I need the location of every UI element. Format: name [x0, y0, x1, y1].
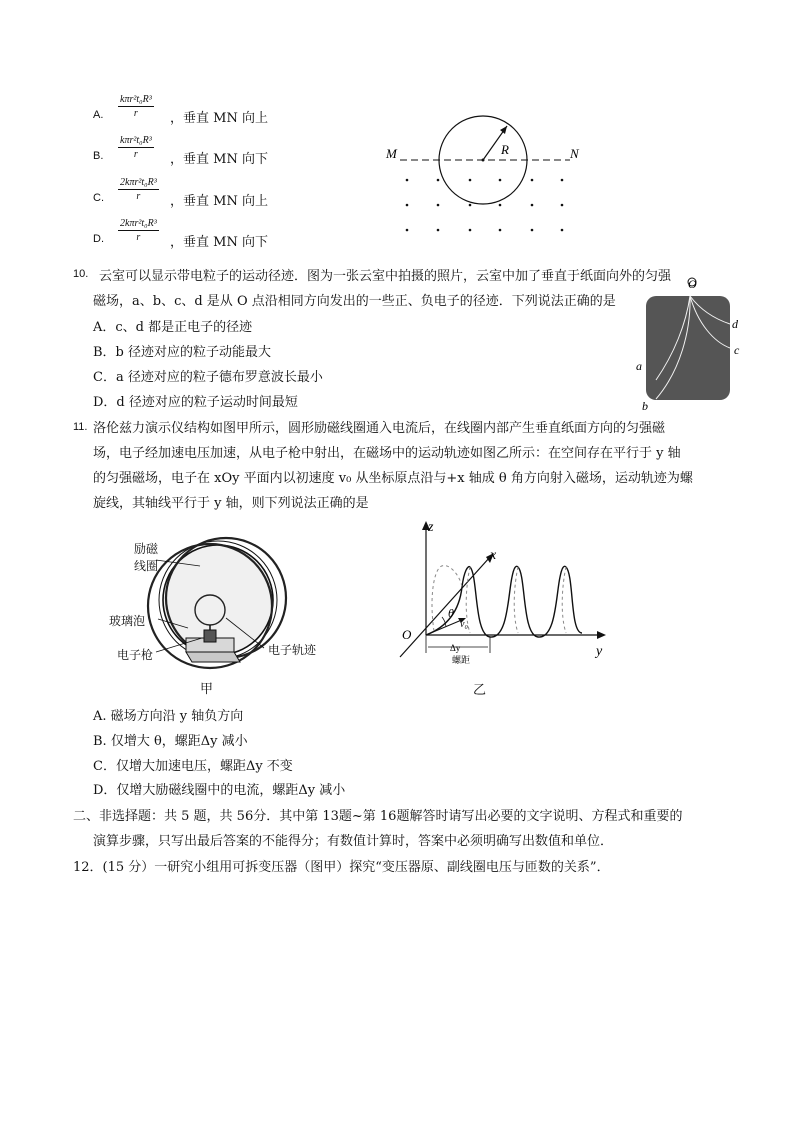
q11-option-c: C．仅增大加速电压，螺距Δy 不变: [93, 759, 293, 774]
yi-label-z: z: [428, 520, 434, 535]
q9-label-m: M: [386, 146, 397, 161]
q10-stem-line-1: 云室可以显示带电粒子的运动径迹．图为一张云室中拍摄的照片，云室中加了垂直于纸面向外的匀强: [99, 269, 672, 284]
q10-stem-line-2: 磁场，a、b、c、d 是从 O 点沿相同方向发出的一些正、负电子的径迹．下列说法正确的是: [93, 294, 616, 309]
jia-label-track: 电子轨迹: [268, 643, 317, 657]
q11-option-a: A. 磁场方向沿 y 轴负方向: [93, 709, 244, 724]
q10-cloud-chamber-figure: [632, 276, 752, 414]
q9-option-b-text: ，垂直 MN 向下: [170, 152, 268, 167]
label-o: O: [688, 277, 697, 291]
jia-label-bulb: 玻璃泡: [109, 614, 146, 628]
q11-option-d: D．仅增大励磁线圈中的电流，螺距Δy 减小: [93, 783, 346, 798]
q9-option-d-text: ，垂直 MN 向下: [170, 235, 268, 250]
cloud-chamber-photo: [646, 296, 730, 400]
base-front: [186, 652, 240, 662]
yi-label-pitch: 螺距: [452, 655, 471, 665]
q9-option-d-numerator: 2kπr²t₀R³: [120, 218, 157, 229]
q10-option-d: D．d 径迹对应的粒子运动时间最短: [93, 395, 298, 410]
q10-number: 10.: [73, 268, 89, 280]
q9-option-b-fraction: [118, 135, 154, 160]
electron-gun-body: [204, 630, 216, 642]
label-b: b: [642, 399, 648, 413]
q11-stem-line-2: 场，电子经加速电压加速，从电子枪中射出，在磁场中的运动轨迹如图乙所示：在空间存在平行于 y 轴: [93, 446, 681, 461]
jia-caption: 甲: [200, 682, 214, 697]
q9-option-c-letter: C.: [93, 192, 104, 204]
q11-stem-line-3: 的匀强磁场，电子在 xOy 平面内以初速度 v₀ 从坐标原点沿与+x 轴成 θ 角方向射入磁场，运动轨迹为螺: [93, 471, 693, 486]
q11-number: 11.: [73, 421, 88, 433]
jia-label-coil-2: 线圈: [134, 559, 159, 573]
yi-label-dy: Δy: [450, 643, 461, 653]
q9-option-b-numerator: kπr²t₀R³: [120, 135, 152, 146]
jia-label-coil-1: 励磁: [134, 542, 159, 556]
q10-option-c: C．a 径迹对应的粒子德布罗意波长最小: [93, 370, 323, 385]
label-a: a: [636, 359, 642, 373]
x-axis: [400, 557, 490, 657]
yi-caption: 乙: [473, 683, 487, 698]
q9-option-d-fraction: [118, 218, 159, 243]
label-d: d: [732, 317, 738, 331]
q9-option-c-denominator: r: [136, 191, 141, 202]
yi-label-v0: v₀: [460, 619, 468, 630]
y-axis-arrowhead: [597, 631, 606, 639]
label-c: c: [734, 343, 740, 357]
q9-option-b-letter: B.: [93, 150, 104, 162]
q12-stem: 12．(15 分）一研究小组用可拆变压器（图甲）探究“变压器原、副线圈电压与匝数的关系”．: [73, 860, 610, 875]
q9-option-a-numerator: kπr²t₀R³: [120, 94, 152, 105]
q9-center-dot: [482, 159, 485, 162]
yi-label-x: x: [490, 548, 497, 563]
q11-figure-yi: [390, 515, 615, 695]
section2-heading-line-1: 二、非选择题：共 5 题，共 56分．其中第 13题~第 16题解答时请写出必要的文字说明、方程式和重要的: [73, 809, 683, 824]
q9-option-c-text: ，垂直 MN 向上: [170, 194, 268, 209]
q9-option-c-numerator: 2kπr²t₀R³: [120, 177, 157, 188]
q9-option-d-denominator: r: [136, 232, 141, 243]
q9-radius-arrowhead: [500, 126, 507, 134]
section2-heading-line-2: 演算步骤，只写出最后答案的不能得分；有数值计算时，答案中必须明确写出数值和单位．: [93, 834, 614, 849]
q9-option-b-denominator: r: [133, 149, 138, 160]
yi-label-origin: O: [402, 627, 412, 642]
q9-figure: [380, 110, 590, 245]
q9-option-a-denominator: r: [133, 108, 138, 119]
q10-option-b: B．b 径迹对应的粒子动能最大: [93, 345, 272, 360]
q10-option-a: A．c、d 都是正电子的径迹: [93, 320, 253, 335]
q11-stem-line-4: 旋线，其轴线平行于 y 轴，则下列说法正确的是: [93, 496, 369, 511]
q9-option-a-text: ，垂直 MN 向上: [170, 111, 268, 126]
q9-label-n: N: [570, 146, 579, 161]
jia-label-gun: 电子枪: [117, 648, 154, 662]
q9-option-d-letter: D.: [93, 233, 104, 245]
q11-stem-line-1: 洛伦兹力演示仪结构如图甲所示，圆形励磁线圈通入电流后，在线圈内部产生垂直纸面方向的匀强磁: [93, 421, 666, 436]
q11-option-b: B. 仅增大 θ，螺距Δy 减小: [93, 734, 248, 749]
q9-option-c-fraction: [118, 177, 159, 202]
yi-label-y: y: [596, 644, 603, 659]
q9-option-a-fraction: [118, 94, 154, 119]
q9-label-r: R: [501, 142, 509, 157]
q9-option-a-letter: A.: [93, 109, 104, 121]
q9-field-dots: [406, 179, 564, 232]
yi-label-theta: θ: [448, 606, 454, 620]
